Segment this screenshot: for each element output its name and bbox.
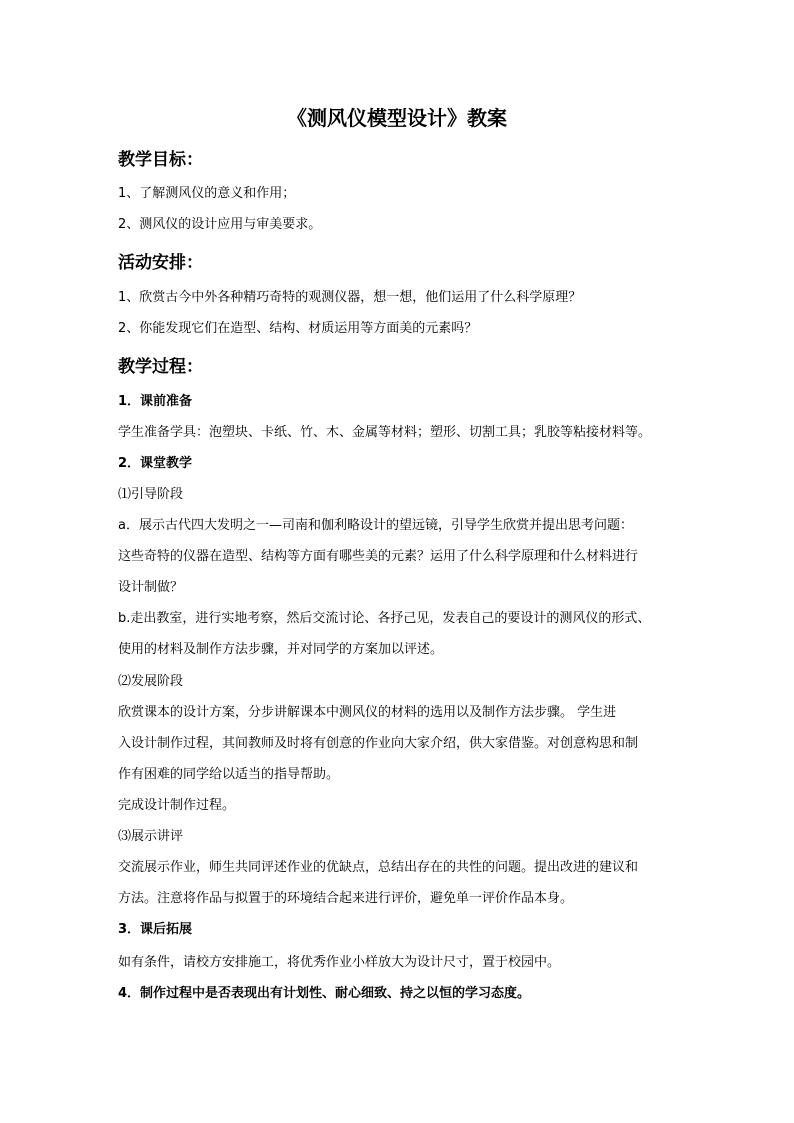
stage-2-line-3: 作有困难的同学给以适当的指导帮助。	[118, 767, 340, 782]
section-4-text: 4．制作过程中是否表现出有计划性、耐心细致、持之以恒的学习态度。	[118, 986, 531, 1001]
stage-3-heading: ⑶展示讲评	[118, 829, 184, 844]
stage-3-line-2: 方法。注意将作品与拟置于的环境结合起来进行评价，避免单一评价作品本身。	[118, 891, 574, 906]
goal-item-1: 1、了解测风仪的意义和作用；	[118, 186, 296, 201]
stage-1-b-line-2: 使用的材料及制作方法步骤，并对同学的方案加以评述。	[118, 642, 444, 657]
stage-3-line-1: 交流展示作业，师生共同评述作业的优缺点，总结出存在的共性的问题。提出改进的建议和	[118, 860, 639, 875]
stage-1-a-line-2: 这些奇特的仪器在造型、结构等方面有哪些美的元素？运用了什么科学原理和什么材料进行	[118, 549, 639, 564]
section-1-heading: 1．课前准备	[118, 394, 193, 409]
activities-heading: 活动安排：	[118, 253, 203, 273]
section-1-text: 学生准备学具：泡塑块、卡纸、竹、木、金属等材料；塑形、切割工具；乳胶等粘接材料等。	[118, 425, 652, 440]
activity-item-2: 2、你能发现它们在造型、结构、材质运用等方面美的元素吗？	[118, 321, 478, 336]
document-title: 《测风仪模型设计》教案	[287, 106, 507, 130]
section-3-text: 如有条件，请校方安排施工，将优秀作业小样放大为设计尺寸，置于校园中。	[118, 955, 561, 970]
stage-1-heading: ⑴引导阶段	[118, 487, 184, 502]
goal-item-2: 2、测风仪的设计应用与审美要求。	[118, 217, 322, 232]
process-heading: 教学过程：	[118, 357, 203, 377]
section-3-heading: 3．课后拓展	[118, 922, 193, 937]
stage-1-b-line-1: b.走出教室，进行实地考察，然后交流讨论、各抒己见，发表自己的要设计的测风仪的形式、	[118, 611, 651, 626]
stage-2-line-1: 欣赏课本的设计方案，分步讲解课本中测风仪的材料的选用以及制作方法步骤。 学生进	[118, 705, 617, 720]
stage-2-heading: ⑵发展阶段	[118, 674, 184, 689]
stage-1-a-line-1: a．展示古代四大发明之一—司南和伽利略设计的望远镜，引导学生欣赏并提出思考问题：	[118, 518, 633, 533]
stage-2-line-2: 入设计制作过程，其间教师及时将有创意的作业向大家介绍，供大家借鉴。对创意构思和制	[118, 736, 639, 751]
stage-1-a-line-3: 设计制做？	[118, 580, 184, 595]
activity-item-1: 1、欣赏古今中外各种精巧奇特的观测仪器，想一想，他们运用了什么科学原理？	[118, 290, 582, 305]
stage-2-line-4: 完成设计制作过程。	[118, 798, 236, 813]
goals-heading: 教学目标：	[118, 150, 203, 170]
section-2-heading: 2．课堂教学	[118, 456, 193, 471]
